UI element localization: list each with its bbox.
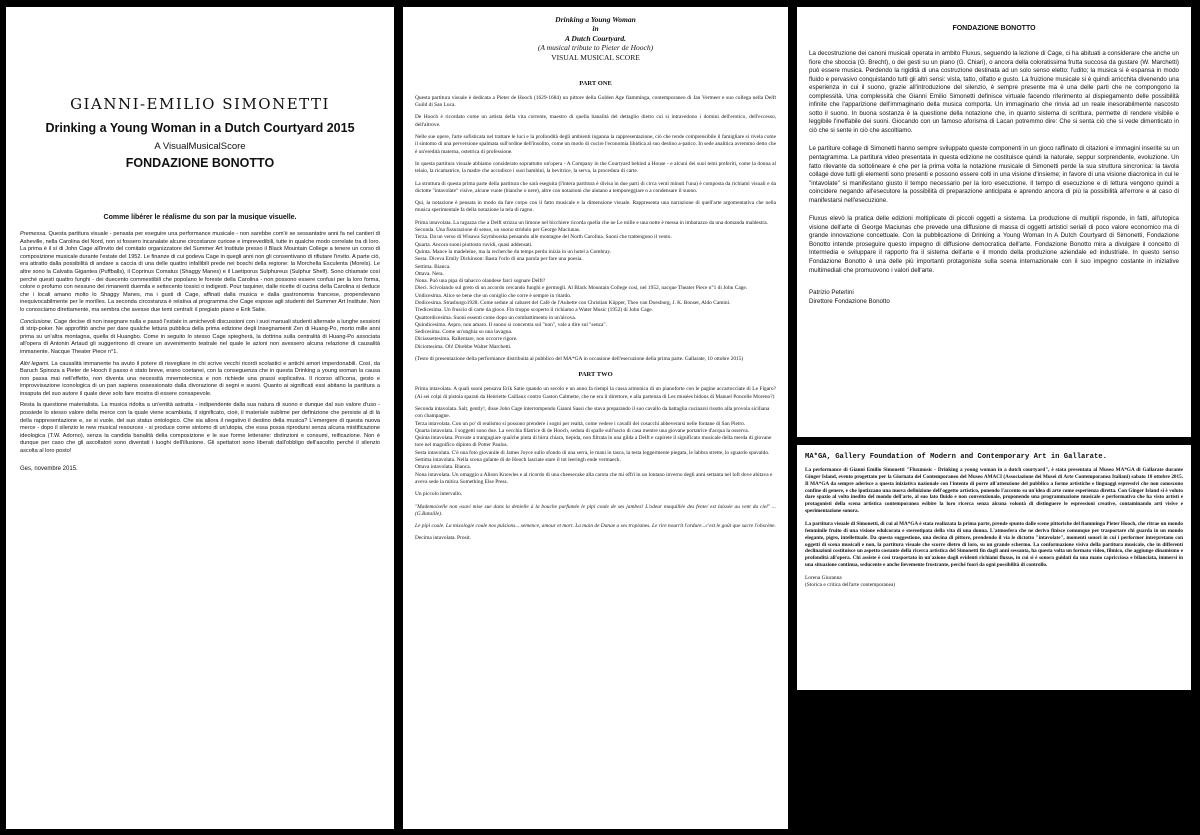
signature-name: Patrizio Peterlini (809, 289, 854, 297)
interval-heading: Un piccolo intervallo. (415, 491, 463, 498)
foundation-name: FONDAZIONE BONOTTO (125, 156, 275, 170)
signature-role: Direttore Fondazione Bonotto (809, 297, 890, 305)
list-item: Settima intavolata. Nella scena galante di de Hooch lasciate stare il tot leeringh ende vermaeck. (415, 457, 621, 464)
quote: Le pipì coule. La mixologie coule nos pulsions... semence, amour et mort. La main de Danae a ses tropismes. Le rire nourrit l'ordure...c'est le goût que sacre l'obscène. (415, 523, 776, 530)
list-item: Settima. Bianca. (415, 263, 451, 270)
paragraph: In questa partitura visuale abbiamo considerato soprattutto un'opera - A Company in the Courtyard behind a House - e alcuni dei suoi temi preferiti, come la donna al telaio, la ricamatrice, la madre che accudisce i suoi bambini, la bevitrice, la serva, la procedura di carte. (415, 160, 776, 175)
list-item: Quinta intavolata. Provate a trangugiare qualche pinta di birra chiara, tiepida, non filtrata in una gilda a Delft e capirete il significato musicale della merda di giovane tore nel magnifico dipinto di Potter Paulus. (415, 435, 772, 449)
score-type: VISUAL MUSICAL SCORE (551, 52, 640, 62)
paragraph-body: Questa partitura visuale - pensata per eseguire una performance musicale - non sarebbe com'è se sessantatre anni fa nel cantieri di Asheville, nella Carolina del Nord, non si fossero incanalate alcune circostanze curiose e imprevedibili, tutte in qualche modo correlate tra di loro. La prima è il sì di John Cage all'invito del comitato organizzatore del Summer Art Institute presso il Black Mountain College a tenere un corso di composizione musicale durante l'estate del 1952. Le finanze di cui godeva Cage in quegli anni non gli consentivano di rifiutare l'invito. A parte ciò, era attratto dalla possibilità di andare a caccia di una delle quattro infallibili prede nei boschi della regione: la Morchella Esculenta (Morels). Le altre sono la Calvatia Gigantea (Puffballs), il Coprinus Comatus (Shaggy Manes) e il Laetiporus Sulphureus (Sulphur Shelf). Sono chiamate così perché questi quattro funghi - dei duecento commestibili che popolano le foreste della Carolina - non possono essere confusi per la loro forma, colore o profumo con nessuno dei rimanenti duemila e settecento tossici o indigesti. Pour taquiner, dalle ricette di cucina della Carolina si deduce che i locali amano molto lo Shaggy Manes, ma i gusti di Cage, affinati dalla musica e dalla gastronomia francese, propendevano inequivocabilmente per le morilles. La seconda circostanza è relativa al programma che Cage espose agli studenti del Summer Art Institute. Non lo conosciamo direttamente, ma sembra che avesse due temi centrali: il pregiato piano e Erik Satie. (20, 231, 380, 313)
paragraph-body: La causalità immanente ha avuto il potere di risvegliare in chi scrive vecchi ricordi scolastici e antichi amori imperdonabili. Così, da Baruch Spinoza a Pieter de Hooch il passo è stato breve, erano coetanei, con la conseguenza che in questa Drinking a young woman la causa non passa mai nell'effetto, non diventa una necessità mnemotecnica e non richiede una prassi esplicativa. Il ricorso all'icona, gesto e improvvisazione iconologica di un pan sapiens ossessionato dalla divorazione di segni e suoni. Quanto ai significati essi abitano la partitura a insaputa del suo autore il quale deve solo fare mostra di essere consapevole. (20, 360, 380, 397)
foundation-heading: FONDAZIONE BONOTTO (952, 25, 1036, 32)
paragraph-body: Cage decise di non insegnare nulla e passò l'estate in amichevoli discussioni con i suoi manuali studenti alternate a lunghe sessioni di strip-poker. Ne approfittò anche per dare qualche lettura pubblica della prima edizione degli Insegnamenti Zen di Huang-Po, morto mille anni prima su un'altra montagna, quella di Huangbo. Come in seguito lo stesso Cage spiegherà, la dottrina sulla centralità di Huang-Po associata all'opera di Antonin Artaud gli suggerirono di creare un avvenimento teatrale nel quale le azioni non avessero alcuna relazione di causalità immanente. Nacque Theater Piece n°1. (20, 318, 380, 355)
presentation-note: (Testo di presentazione della performance distribuita al pubblico del MA*GA in occasione dell'esecuzione della prima parte. Gallarate, 10 ottobre 2015) (415, 356, 744, 363)
list-item: Terza intavolata. Con un po' di realismo si possono prendere i sogni per realtà, come vedere i cavalli dei cosacchi abbeverarsi nelle fontane di San Pietro. (415, 420, 746, 427)
document-page-2 (403, 7, 788, 829)
intavolate-list-part-two (415, 406, 776, 486)
list-item: Sedicesima. Come un'unghia su una lavagna. (415, 329, 513, 336)
paragraph-lead: Premessa. (20, 231, 47, 237)
list-item: Dodicesima. Strasburgo1928. Come sedute al cabaret del Café de l'Aubette con Christian Küpper, Theo van Doesburg, J. K. Bonset, Aldo Camini. (415, 300, 731, 306)
paragraph: La struttura di questa prima parte della partitura che sarà eseguita (l'intera partitura è divisa in due parti di circa venti minuti l'una) è composta da richiami visuali e da dictotte "intavolate" visive, alcune vuote (bianche o nere), altre con notazioni che aiutano a temporeggiare o a condensare il suono. (415, 180, 776, 194)
list-item: Prima intavolata. La ragazza che a Delft strizza un limone nel bicchiere ricorda quella che ne Le mille e una notte è messa in imbarazzo da una domanda maldestra. (415, 219, 768, 226)
work-subtitle: A VisualMusicalScore (154, 141, 246, 152)
list-item: Sesta. Diceva Emily Dickinson: Basta l'orlo di una parola per fare una poesia. (415, 256, 583, 263)
list-item: Quinta. Mance la madeleine, ma la recherche du temps perdu inizia in un hotel a Combray. (415, 248, 612, 255)
list-item: Quarta intavolata. I soggetti sono due. La vecchia filatrice di de Hooch, seduta di spalle sull'uscio di casa mentre una giovane portatrice d'acqua la osserva. (415, 427, 749, 434)
paragraph: Qui, la notazione è pensata in modo da fare corpo con il fatto musicale e la dimensione visuale. Rappresenta una narrazione di quell'arte argomentativa che nella musica sperimentale fa della notazione la tela di ragno. (415, 200, 776, 214)
part-heading: PART TWO (578, 371, 613, 379)
work-title: Drinking a Young Woman in a Dutch Courtyard 2015 (45, 121, 355, 135)
paragraph (20, 231, 380, 315)
list-item: Terza. Da un verso di Wisawa Szymborska pensando alle montagne del North Carolina. Suoni che trattengono il vento. (415, 234, 672, 241)
paragraph: Prima intavolata. A quali suoni pensava Erik Satie quando un secolo e un anno fa riempì la cassa armonica di un pianoforte con le pagine accartocciate di Le Figaro? (Ai sei colpi di pistola sparati da Henriette Caillaux contro Gaston Calmette, che ne era il direttore, e alla partenza di Les musées bidons di Manuel Poncelle Moreno?) (415, 386, 776, 400)
list-item: Ottava intavolata. Bianca. (415, 464, 471, 471)
part-heading: PART ONE (579, 79, 612, 87)
paragraph-lead: Conclusione. (20, 318, 53, 325)
paragraph-lead: Altri legami. (20, 360, 50, 367)
paragraph-body: La musica ridotta a un'entità astratta - indipendente dalla sua natura di suono e dunque dal suo valore d'uso - possiede lo stesso valore della merce con la quale viene scambiata, il significato, cioè, il materiale sublime per definizione che persiste al di là della rappresentazione e, se si vuole, del suo status ontologico. Che sia allora il negativo il destino della musica? L'emergere di questa nuova merce - dopo il silenzio le new musical resources - si produce come sintomo di un'utopia, che essa possa riprodursi senza alcuna mistificazione ideologica (T.W. Adorno), senza la candida banalità della composizione e le sue forme letterarie: distinzioni e consumi, reificazione. Non è dunque per caso che gli ascoltatori sono diventati i luoghi dell'illusione. Gli spettatori sono liberati dall'obbligo dell'ascolto perché il silenzio ascolta al loro posto! (20, 402, 380, 455)
list-item: Dieci. Scivolando sul greto di un accordo cercando funghi e germogli. Al Black Mountain College così, nel 1952, nacque Theater Piece n°1 di John Cage. (415, 285, 748, 292)
signature-role: (Storica e critica dell'arte contemporanea) (805, 582, 896, 589)
paragraph (20, 402, 380, 455)
list-item: Nona. Può una pipa di tabacco olandese farci sognare Delft? (415, 278, 546, 285)
paragraph: Nelle sue opere, l'arte sofisticata nel trattare le luci e la profondità degli ambienti inganna la rappresentazione, ciò che rende comprensibile il famigliare si rivela come il sintomo di una perversione spalmata sull'ordine dell'insolito, come un modo di cucire l'economia libidica al suo destino a-patico. In sede analitica avremmo detto che è un'eredità materna, ostetrica di professione. (415, 134, 776, 155)
paragraph-lead: Resta la questione materialista. (20, 402, 100, 409)
list-item: Diciassettesima. Rallentare, non occorre rigore. (415, 336, 518, 343)
document-page-1 (6, 7, 394, 829)
list-item: Seconda intavolata. Salt, gently!, disse John Cage interrompendo Gianni Sassi che stava preparando il suo cavallo da battaglia cucinarsi risotto alla provola siciliana con champagne. (415, 405, 770, 420)
list-item: Undicesima. Alice se bene che un coniglio che corre è sempre in ritardo. (415, 292, 572, 299)
list-item: Diciottesima. Oh! Direbbe Walter Marchetti. (415, 343, 512, 350)
list-item: Seconda. Una fissurazione di senso, un suono stridulo per George Maciunas. (415, 227, 581, 234)
essay-heading: Comme libérer le réalisme du son par la musique visuelle. (103, 214, 297, 221)
score-title: A Dutch Courtyard. (564, 33, 627, 43)
list-item: Nona intavolata. Un omaggio a Alison Knowles e al ricordo di una cheesecake alla carota che mi offrì in un lontano inverno degli anni settanta nel loft dove abitava e aveva sede la mitica Something Else Press. (415, 471, 773, 485)
list-item: Quarta. Ancora suoni piuttosto ruvidi, quasi addensati. (415, 241, 533, 248)
quote: "Mademoiselle non osavi mise sue dans la denielle à la bouche parfumée le pipi coule de ses jambes! L'odeur maquillée des fente/ est laissée au vent du ciel" ... (G.Bataille). (415, 503, 776, 517)
list-item: Quindicesima. Aspro, non amaro. Il suono si concentra sul "non", vale a dire sul "senza". (415, 321, 607, 328)
list-item: Tredicesima. Un fruscio di carte da gioco. Fin troppo scoperto il richiamo a Water Music (1952) di John Cage. (415, 307, 654, 314)
signature-name: Lorena Giuranna (805, 575, 842, 582)
paragraph: Le partiture collage di Simonetti hanno sempre sviluppato queste componenti in un gioco raffinato di citazioni e immagini inserite su un pentagramma. La partitura video presentata in questa edizione ne costituisce quindi la naturale, seppur sorprendente, evoluzione. Un fatto rilevante da sottolineare è che per la prima volta la notazione musicale di Simonetti perde la sua struttura sincronica: la tavola collage dove tutti gli elementi sono presenti e possono essere colti in una visione d'insieme; in favore di una visione diacronica in cui le "intavolate" si manifestano giusto il tempo necessario per la loro esecuzione. Il tempo di esecuzione e di lettura vengono quindi a coincidere negando all'esecutore la possibilità di preparazione anticipata e aprendo ancora di più la possibilità all'errore e al caso di manifestarsi nell'esecuzione. (809, 145, 1179, 204)
paragraph: Decima intavolata. Prosit. (415, 535, 471, 542)
intavolate-list-part-one (415, 220, 776, 351)
score-subtitle: (A musical tribute to Pieter de Hooch) (537, 43, 654, 53)
list-item: Ottava. Nera. (415, 270, 444, 277)
paragraph: La partitura visuale di Simonetti, di cui al MA*GA è stata realizzata la prima parte, prende spunto dalle scene pittoriche del fiammingo Pieter Hooch, che ritrae un mondo femminile fruito di una visione edulcorata e stereotipata della vita di una donna. L'atmosfera che ne deriva finisce comunque per trasportare chi guarda in un mondo elegante, pigro, intellettuale. Da questa suggestione, una decina di pittore, prendendo il via le dictotto "intavolate", momenti sonori in cui i performer interpretano con oggetti di scena musicali e non, la partitura visuale che scorre dietro di loro, su un grande schermo. La conformazione visiva della partitura musicale, che in differenti declinazioni costituisce un aspetto costante della ricerca artistica del Simonetti fin dagli anni sessanta, ha questa volta un formato video, filmico, che aggiunge dinamismo e profondità all'opera. Chi assiste è così trasportato in un'azione dagli evidenti richiami fluxus, in cui si è sonora guidati da una mano capricciosa e bilanciata, immersi in una situazione continua, seducente e anche lievemente frustrante, perché fuori da ogni possibilità di controllo. (805, 521, 1183, 569)
paragraph (20, 361, 380, 399)
score-title: Drinking a Young Woman (555, 15, 636, 24)
paragraph: Fluxus elevò la pratica delle edizioni moltiplicate di piccoli oggetti a sistema. La produzione di multipli risponde, in fatti, all'utopica visione dell'arte di George Maciunas che prevede una diffusione di massa di oggetti artistici seriali di poco valore economico ma di grande innovazione concettuale. Con la pubblicazione di Drinking a Young Woman In A Dutch Courtyard di Simonetti, Fondazione Bonotto intende proseguire questo impegno di diffusione democratica dell'arte. Fondazione Bonotto mira a divulgare il concetto di Intermedia e sviluppare il rapporto fra il sistema dell'arte e il mondo della produzione aziendale ed industriale. In questo senso Fondazione Bonotto è una delle più importanti protagoniste sulla scena internazionale con il suo impegno costante in iniziative multimediali che promuovono i valori dell'arte. (809, 215, 1179, 274)
score-title: in (592, 24, 599, 34)
document-page-3 (797, 7, 1191, 437)
signature (805, 575, 1183, 589)
paragraph: La decostruzione dei canoni musicali operata in ambito Fluxus, seguendo la lezione di Cage, ci ha abituati a considerare che anche un fiore che sboccia (G. Brecht), o dei gesti su un piano (G. Chiari), o ancora della coloratissima frutta succosa da gustare (W. Marchetti) può essere musica. Perdendo la rigidità di una costruzione destinata ad un solo senso eletto: l'udito; la musica si è espansa in modo fluido e pervasivo conquistando tutti gli altri sensi: vista, tatto, olfatto e gusto. La fruizione musicale si è quindi arricchita divenendo una esperienza in cui il suono, grazie all'introduzione del silenzio, è sempre presente ma è una delle parti che ne compongono la complessità. Una complessità che Gianni Emilio Simonetti definisce virtuale facendo riferimento al dispiegamento delle possibilità infinite che l'apparizione dell'immaginario della musica comporta. Un immaginario che rinvia ad un reale inesorabilmente nascosto sotto il suono. In buona sostanza è la questione della notazione che, in quanto sistema di scrittura, permette di rendere visibile e leggibile l'ineffabile dei suoni. Giocando con un famoso aforisma di Lacan potremmo dire: Che si senta ciò che si vede dimenticato in ciò che si sente in ciò che ascoltiamo. (809, 50, 1179, 134)
document-page-4 (797, 445, 1191, 690)
list-item: Sesta intavolata. C'è una foto giovanile di James Joyce sullo sfondo di una serra, le mani in tasca, la testa leggermente piegata, le labbra strette, lo sguardo spavaldo. (415, 449, 770, 456)
signature (809, 289, 1179, 306)
gallery-heading: MA*GA, Gallery Foundation of Modern and Contemporary Art in Gallarate. (805, 453, 1107, 461)
paragraph: Questa partitura visuale è dedicata a Pieter de Hooch (1629-1684) un pittore della Golden Age fiamminga, contemporaneo di Jan Vermeer e suo collega nella Delft Guild di San Luca. (415, 94, 776, 109)
paragraph: De Hooch è ricordato come un artista della vita corrente, maestro di quella banalità del dettaglio dietro cui si intravedono i domini dell'erotico, dell'eccesso, dell'altrove. (415, 114, 776, 128)
author-name: GIANNI-EMILIO SIMONETTI (70, 95, 330, 113)
signature-date: Ges, novembre 2015. (20, 465, 78, 472)
paragraph (20, 319, 380, 357)
paragraph: La performance di Gianni Emilio Simonetti "Fluxmusic - Drinking a young woman in a dutch courtyard", è stata presentata al Museo MA*GA di Gallarate durante Ginger Island, evento progettato per la Giornata del Contemporaneo del Museo AMACI (Associazione dei Musei di Arte Contemporanea Italiani) sabato 10 ottobre 2015. Il MA*GA da sempre aderisce a questa iniziativa nazionale con l'intento di porre all'attenzione del pubblico a forme artistiche e linguaggi espressivi che non conoscono confine di genere, e che ipotizzano una nuova definizione dell'oggetto artistico, ponendo l'accento su un'idea di arte come esperienza diretta. Con Ginger Island si è voluto dare spazio al volto inedito del mondo dell'arte, al suo lato fluido e non convenzionale, proponendo una programmazione musicale e performativa che ha visto artisti e protagonisti della scena artistica contemporanea esibire la loro ricerca senza alcuna volontà di distinguere le espressioni creative, contaminando arti visive e sperimentazione sonora. (805, 467, 1183, 515)
list-item: Quattordicesima. Suoni essenti come dopo un combattimento in un'alcova. (415, 314, 577, 321)
